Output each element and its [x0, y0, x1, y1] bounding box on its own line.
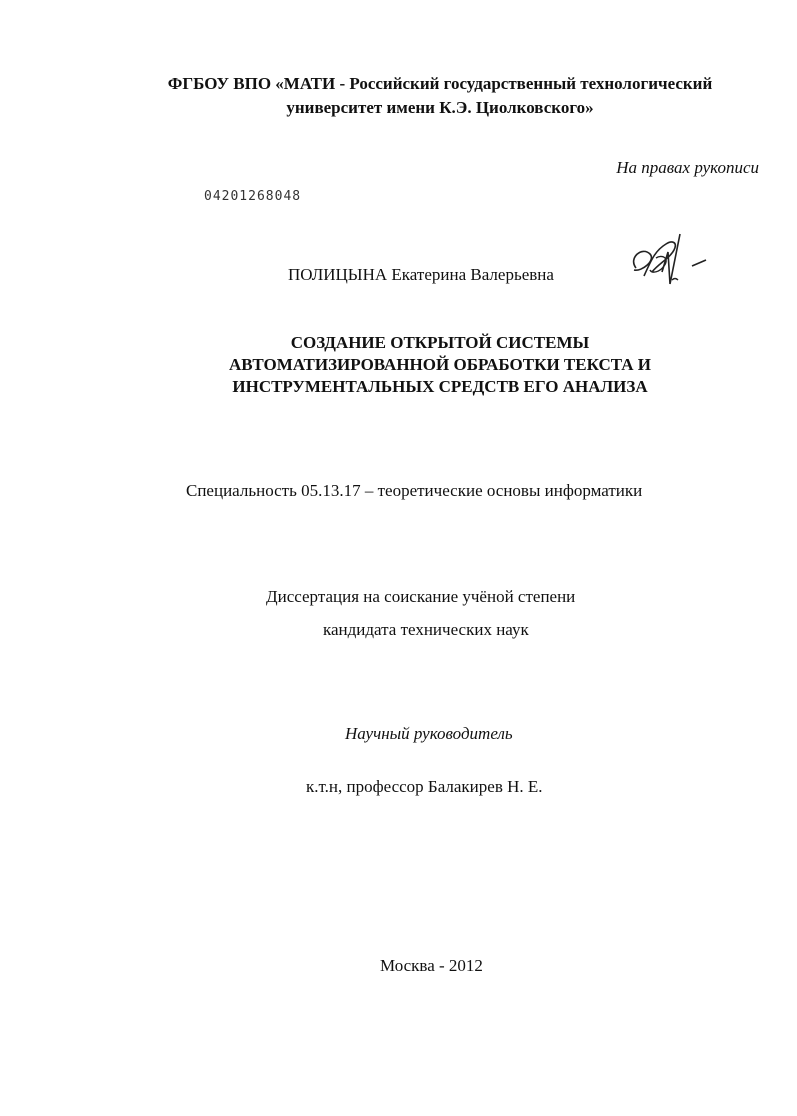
author-name: ПОЛИЦЫНА Екатерина Валерьевна [288, 265, 554, 284]
title-line-3: ИНСТРУМЕНТАЛЬНЫХ СРЕДСТВ ЕГО АНАЛИЗА [232, 377, 648, 396]
manuscript-rights-note: На правах рукописи [616, 158, 759, 177]
title-line-2: АВТОМАТИЗИРОВАННОЙ ОБРАБОТКИ ТЕКСТА И [228, 355, 652, 374]
degree-statement-line-1: Диссертация на соискание учёной степени [266, 587, 576, 606]
handwritten-signature-icon [622, 228, 712, 292]
institution-line-1: ФГБОУ ВПО «МАТИ - Российский государственный технологический [167, 74, 713, 93]
institution-line-2: университет имени К.Э. Циолковского» [286, 98, 594, 117]
institution-heading [60, 72, 797, 120]
supervisor-label: Научный руководитель [345, 724, 513, 743]
specialty-line: Специальность 05.13.17 – теоретические основы информатики [186, 481, 643, 500]
supervisor-name: к.т.н, профессор Балакирев Н. Е. [306, 777, 543, 796]
dissertation-title [60, 332, 797, 398]
city-and-year: Москва - 2012 [380, 956, 483, 975]
library-serial-number: 04201268048 [204, 189, 302, 204]
degree-statement-line-2: кандидата технических наук [323, 620, 529, 639]
title-line-1: СОЗДАНИЕ ОТКРЫТОЙ СИСТЕМЫ [290, 333, 590, 352]
